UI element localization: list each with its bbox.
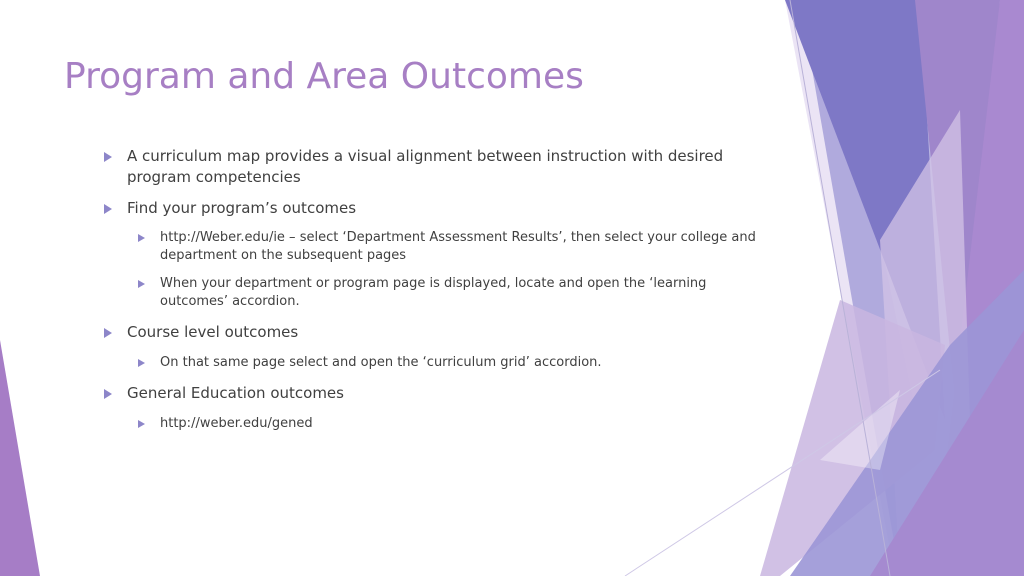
sub-bullet-text: On that same page select and open the ‘curriculum grid’ accordion. (160, 355, 602, 370)
bullet-text: A curriculum map provides a visual alignment between instruction with desired program competencies (127, 147, 724, 186)
left-facet-shape (0, 340, 40, 576)
bullet-list (104, 146, 764, 433)
bullet-curriculum-map (104, 146, 764, 188)
bullet-gen-ed (104, 383, 764, 404)
sub-bullet-gened-link (138, 415, 764, 433)
sub-bullet-learning-outcomes (138, 275, 764, 311)
sub-bullet-text: http://weber.edu/gened (160, 416, 313, 431)
sub-bullet-text: http://Weber.edu/ie – select ‘Department Assessment Results’, then select your college and department on the subsequent pages (160, 230, 756, 263)
sub-bullet-arrow-icon (138, 234, 145, 242)
bullet-arrow-icon (104, 328, 112, 338)
bullet-arrow-icon (104, 204, 112, 214)
bullet-text: Course level outcomes (127, 323, 299, 341)
bullet-course-level (104, 322, 764, 343)
bullet-find-outcomes (104, 198, 764, 219)
sub-bullet-arrow-icon (138, 420, 145, 428)
bullet-text: General Education outcomes (127, 384, 344, 402)
sub-bullet-text: When your department or program page is displayed, locate and open the ‘learning outcomes’ accordion. (160, 276, 707, 309)
sub-bullet-curriculum-grid (138, 354, 764, 372)
bullet-text: Find your program’s outcomes (127, 199, 357, 217)
bullet-arrow-icon (104, 152, 112, 162)
sub-bullet-weber-ie (138, 229, 764, 265)
slide-title: Program and Area Outcomes (64, 56, 584, 97)
bullet-arrow-icon (104, 389, 112, 399)
sub-bullet-arrow-icon (138, 359, 145, 367)
sub-bullet-arrow-icon (138, 280, 145, 288)
